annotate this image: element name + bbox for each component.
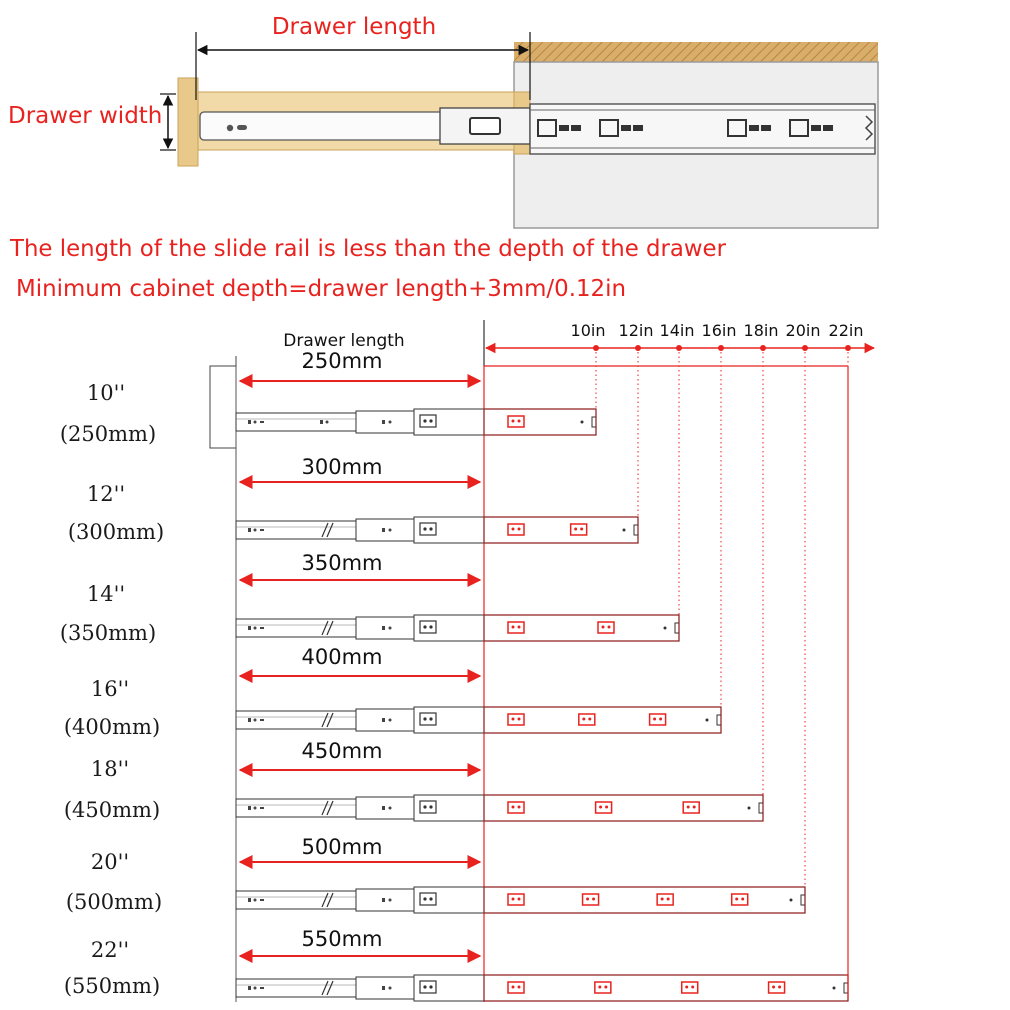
- inch-label-2: 14in: [659, 321, 695, 340]
- top-drawer-diagram: [8, 14, 878, 228]
- rail-metric-label: (250mm): [59, 422, 157, 446]
- rail-metric-label: (350mm): [59, 621, 157, 645]
- inch-label-0: 10in: [570, 321, 606, 340]
- rail-size-chart: [60, 320, 874, 1002]
- drawer-length-value: 250mm: [301, 349, 383, 373]
- drawer-length-value: 550mm: [301, 927, 383, 951]
- cabinet-top-wood: [514, 42, 878, 62]
- inch-tick-6: [845, 345, 851, 351]
- rail-cabinet-section: [484, 887, 805, 913]
- inch-tick-5: [802, 345, 808, 351]
- inch-label-4: 18in: [743, 321, 779, 340]
- inch-tick-3: [718, 345, 724, 351]
- inch-label-6: 22in: [828, 321, 864, 340]
- drawer-length-value: 400mm: [301, 645, 383, 669]
- rail-cabinet-section: [484, 517, 638, 543]
- rail-row-5: [66, 835, 805, 914]
- rail-row-2: [60, 551, 679, 645]
- chart-drawer-length-label: Drawer length: [283, 331, 405, 351]
- rail-row-6: [64, 927, 848, 1001]
- rail-size-label: 12'': [86, 482, 126, 506]
- rail-metric-label: (550mm): [63, 974, 161, 998]
- note-line-1: The length of the slide rail is less than the depth of the drawer: [9, 236, 727, 262]
- inch-tick-1: [635, 345, 641, 351]
- note-line-2: Minimum cabinet depth=drawer length+3mm/0.12in: [16, 276, 626, 302]
- drawer-length-value: 500mm: [301, 835, 383, 859]
- rail-metric-label: (450mm): [63, 798, 161, 822]
- rail-size-label: 10'': [86, 381, 126, 405]
- inch-tick-2: [676, 345, 682, 351]
- drawer-length-value: 350mm: [301, 551, 383, 575]
- rail-size-label: 20'': [90, 850, 130, 874]
- left-bracket: [210, 356, 236, 448]
- inch-tick-0: [593, 345, 599, 351]
- rail-metric-label: (500mm): [65, 890, 163, 914]
- drawer-length-value: 300mm: [301, 455, 383, 479]
- drawer-front: [178, 78, 198, 166]
- rail-row-3: [64, 645, 721, 739]
- drawer-length-value: 450mm: [301, 739, 383, 763]
- drawer-length-label: Drawer length: [271, 14, 437, 40]
- rail-row-1: [68, 455, 638, 544]
- rail-row-4: [64, 739, 763, 822]
- inch-tick-4: [760, 345, 766, 351]
- drawer-width-label: Drawer width: [8, 103, 163, 129]
- rail-cabinet-section: [484, 795, 763, 821]
- rail-size-label: 22'': [90, 938, 130, 962]
- rail-cabinet-section: [484, 409, 596, 435]
- rail-metric-label: (300mm): [67, 520, 165, 544]
- inch-label-3: 16in: [701, 321, 737, 340]
- inch-label-5: 20in: [785, 321, 821, 340]
- inch-label-1: 12in: [618, 321, 654, 340]
- rail-size-label: 16'': [90, 677, 130, 701]
- rail-metric-label: (400mm): [63, 715, 161, 739]
- rail-size-label: 14'': [86, 582, 126, 606]
- rail-cabinet-section: [484, 975, 848, 1001]
- rail-size-label: 18'': [90, 757, 130, 781]
- rail-row-0: [60, 349, 596, 446]
